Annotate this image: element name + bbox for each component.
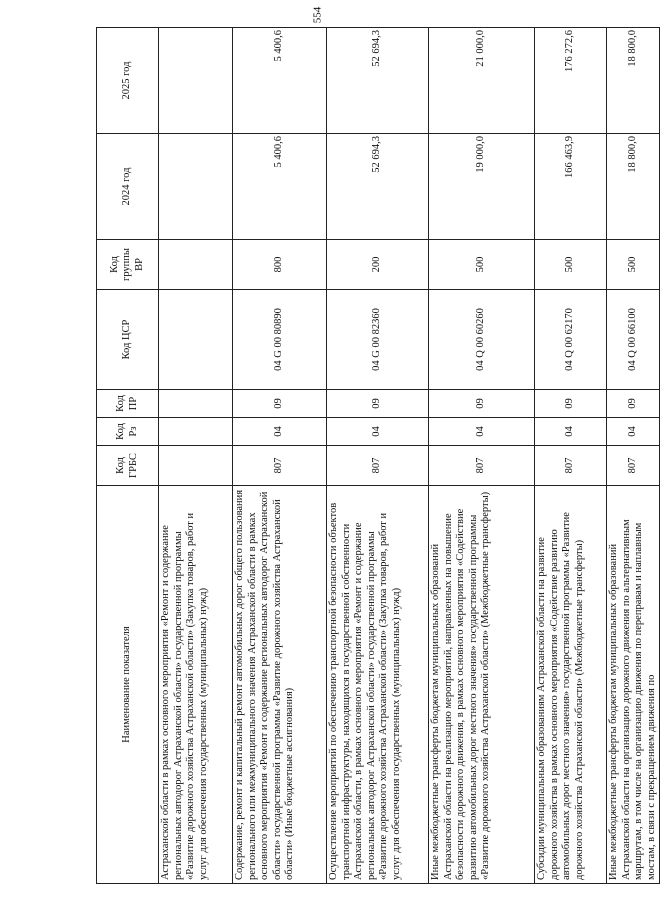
row-vr: 200 bbox=[327, 240, 429, 290]
row-name: Иные межбюджетные трансферты бюджетам муниципальных образований Астраханской области на реализацию мероприятий, направленных на повышение безопасности дорожного движения, в рамках основного мероприятия «Содействие развитию автомобильных дорог местного значения» государственной программы «Развитие дорожного хозяйства Астраханской области» (Межбюджетные трансферты) bbox=[429, 486, 535, 884]
row-csr bbox=[159, 290, 233, 390]
header-name: Наименование показателя bbox=[97, 486, 159, 884]
row-grbs: 807 bbox=[535, 446, 607, 486]
header-grbs: Код ГРБС bbox=[97, 446, 159, 486]
budget-table-page bbox=[96, 28, 657, 884]
row-name: Осуществление мероприятий по обеспечению транспортной безопасности объектов транспортной инфраструктуры, находящихся в государственной собственности Астраханской области, в рамках основного мероприятия «Ремонт и содержание региональных автодорог Астраханской области» государственной программы «Развитие дорожного хозяйства Астраханской области» (Закупка товаров, работ и услуг для обеспечения государственных (муниципальных) нужд) bbox=[327, 486, 429, 884]
row-pr bbox=[159, 390, 233, 418]
row-csr: 04 Q 00 66100 bbox=[607, 290, 660, 390]
header-2024: 2024 год bbox=[97, 134, 159, 240]
row-vr: 500 bbox=[429, 240, 535, 290]
row-rz: 04 bbox=[535, 418, 607, 446]
row-2025: 21 000,0 bbox=[429, 28, 535, 134]
page-number: 554 bbox=[311, 6, 323, 24]
row-2025: 52 694,3 bbox=[327, 28, 429, 134]
row-pr: 09 bbox=[327, 390, 429, 418]
table-row bbox=[607, 28, 660, 884]
row-rz bbox=[159, 418, 233, 446]
row-name: Содержание, ремонт и капитальный ремонт автомобильных дорог общего пользования регионального или межмуниципального значения Астраханской области в рамках основного мероприятия «Ремонт и содержание региональных автодорог Астраханской области» государственной программы «Развитие дорожного хозяйства Астраханской области» (Иные бюджетные ассигнования) bbox=[233, 486, 327, 884]
row-rz: 04 bbox=[607, 418, 660, 446]
header-pr: Код ПР bbox=[97, 390, 159, 418]
row-vr: 500 bbox=[535, 240, 607, 290]
row-pr: 09 bbox=[233, 390, 327, 418]
row-pr: 09 bbox=[607, 390, 660, 418]
row-2025: 18 800,0 bbox=[607, 28, 660, 134]
row-vr: 800 bbox=[233, 240, 327, 290]
row-grbs bbox=[159, 446, 233, 486]
row-csr: 04 G 00 82360 bbox=[327, 290, 429, 390]
row-pr: 09 bbox=[429, 390, 535, 418]
row-rz: 04 bbox=[233, 418, 327, 446]
row-grbs: 807 bbox=[233, 446, 327, 486]
row-csr: 04 G 00 80890 bbox=[233, 290, 327, 390]
row-name: Субсидии муниципальным образованиям Астраханской области на развитие дорожного хозяйства в рамках основного мероприятия «Содействие развитию автомобильных дорог местного значения» государственной программы «Развитие дорожного хозяйства Астраханской области» (Межбюджетные трансферты) bbox=[535, 486, 607, 884]
row-rz: 04 bbox=[429, 418, 535, 446]
row-2025: 5 400,6 bbox=[233, 28, 327, 134]
row-grbs: 807 bbox=[327, 446, 429, 486]
row-2025: 176 272,6 bbox=[535, 28, 607, 134]
row-csr: 04 Q 00 60260 bbox=[429, 290, 535, 390]
row-csr: 04 Q 00 62170 bbox=[535, 290, 607, 390]
row-rz: 04 bbox=[327, 418, 429, 446]
row-2024: 166 463,9 bbox=[535, 134, 607, 240]
header-2025: 2025 год bbox=[97, 28, 159, 134]
row-vr bbox=[159, 240, 233, 290]
table-header-row bbox=[97, 28, 159, 884]
header-rz: Код Рз bbox=[97, 418, 159, 446]
row-name: Иные межбюджетные трансферты бюджетам муниципальных образований Астраханской области на организацию дорожного движения по альтернативным маршрутам, в том числе на организацию движения по переправам и наплавным мостам, в связи с прекращением движения по bbox=[607, 486, 660, 884]
header-csr: Код ЦСР bbox=[97, 290, 159, 390]
row-pr: 09 bbox=[535, 390, 607, 418]
row-vr: 500 bbox=[607, 240, 660, 290]
table-row bbox=[429, 28, 535, 884]
row-2024: 18 800,0 bbox=[607, 134, 660, 240]
row-2025 bbox=[159, 28, 233, 134]
row-grbs: 807 bbox=[429, 446, 535, 486]
row-2024: 52 694,3 bbox=[327, 134, 429, 240]
table-row bbox=[159, 28, 233, 884]
table-row bbox=[535, 28, 607, 884]
row-grbs: 807 bbox=[607, 446, 660, 486]
table-row bbox=[233, 28, 327, 884]
budget-table bbox=[96, 27, 660, 884]
row-2024 bbox=[159, 134, 233, 240]
row-2024: 19 000,0 bbox=[429, 134, 535, 240]
table-row bbox=[327, 28, 429, 884]
row-2024: 5 400,6 bbox=[233, 134, 327, 240]
header-vr: Код группы ВР bbox=[97, 240, 159, 290]
row-name: Астраханской области в рамках основного мероприятия «Ремонт и содержание региональных автодорог Астраханской области» государственной программы «Развитие дорожного хозяйства Астраханской области» (Закупка товаров, работ и услуг для обеспечения государственных (муниципальных) нужд) bbox=[159, 486, 233, 884]
